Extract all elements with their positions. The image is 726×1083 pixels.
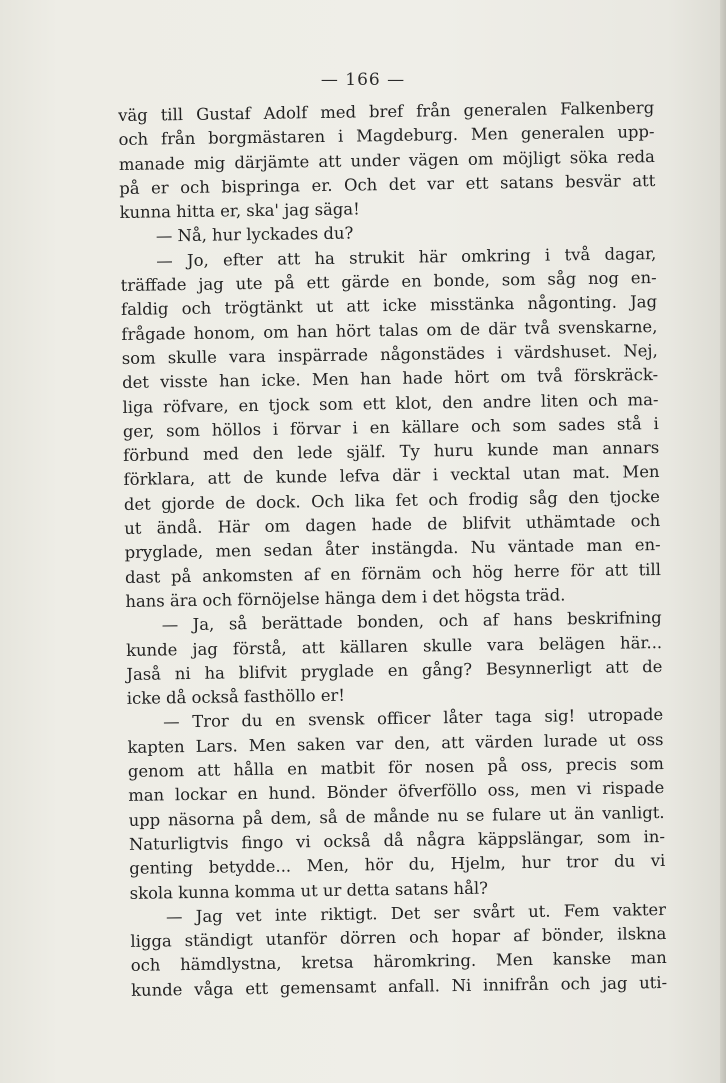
text-line: — Tror du en svensk officer låter taga sig! utropade [163, 705, 664, 732]
text-line: manade mig därjämte att under vägen om möjligt söka reda [118, 146, 655, 174]
text-line: faldig och trögtänkt ut att icke misstänka någonting. Jag [120, 292, 658, 320]
text-line: och från borgmästaren i Magdeburg. Men generalen upp- [118, 122, 655, 150]
text-line: ligga ständigt utanför dörren och hopar af bönder, ilskna [130, 924, 667, 952]
text-line: pryglade, men sedan åter instängda. Nu väntade man en- [124, 535, 661, 563]
text-line: ut ändå. Här om dagen hade de blifvit uthämtade och [124, 511, 661, 538]
text-line: kunde jag förstå, att källaren skulle vara belägen här... [125, 632, 663, 660]
text-line: och hämdlystna, kretsa häromkring. Men kanske man [130, 948, 667, 976]
text-line: förklara, att de kunde lefva där i vecktal utan mat. Men [123, 462, 660, 490]
text-line: kapten Lars. Men saken var den, att värden lurade ut oss [127, 729, 664, 757]
text-line: genom att hålla en matbit för nosen på oss, precis som [127, 753, 664, 781]
body-text [118, 96, 667, 1003]
text-line: kunde våga ett gemensamt anfall. Ni innifrån och jag uti- [131, 972, 668, 1000]
text-line: förbund med den lede själf. Ty huru kunde man annars [123, 438, 660, 466]
page-edge [720, 0, 726, 1083]
text-line: — Ja, så berättade bonden, och af hans beskrifning [161, 608, 662, 635]
page-number: — 166 — [320, 70, 406, 90]
text-line: på er och bispringa er. Och det var ett satans besvär att [119, 170, 656, 198]
text-line: — Jo, efter att ha strukit här omkring i två dagar, [156, 243, 657, 271]
text-line: det visste han icke. Men han hade hört om två förskräck- [121, 365, 659, 393]
text-line: dast på ankomsten af en förnäm och hög herre för att till [124, 559, 662, 587]
text-line: icke då också fasthöllo er! [126, 685, 346, 709]
text-line: man lockar en hund. Bönder öfverföllo oss, men vi rispade [128, 778, 665, 806]
text-line: Naturligtvis fingo vi också då några käppslängar, som in- [128, 826, 666, 854]
text-line: genting betydde... Men, hör du, Hjelm, hur tror du vi [129, 851, 666, 879]
text-line: som skulle vara inspärrade någonstädes i värdshuset. Nej, [121, 340, 658, 368]
text-line: skola kunna komma ut ur detta satans hål? [129, 878, 489, 903]
text-line: hans ära och förnöjelse hänga dem i det högsta träd. [125, 585, 566, 611]
text-line: väg till Gustaf Adolf med bref från generalen Falkenberg [118, 98, 655, 125]
text-line: ger, som höllos i förvar i en källare och som sades stå i [122, 413, 659, 441]
text-line: träffade jag ute på ett gärde en bonde, som såg nog en- [120, 268, 657, 296]
text-line: — Nå, hur lyckades du? [155, 224, 354, 246]
text-line: frågade honom, om han hört talas om de där två svenskarne, [121, 316, 658, 344]
text-line: liga röfvare, en tjock som ett klot, den andre liten och ma- [122, 389, 659, 417]
text-line: — Jag vet inte riktigt. Det ser svårt ut. Fem vakter [165, 899, 667, 927]
text-line: kunna hitta er, ska' jag säga! [119, 199, 360, 223]
text-line: upp näsorna på dem, så de månde nu se fulare ut än vanligt. [128, 802, 665, 830]
text-line: Jaså ni ha blifvit pryglade en gång? Besynnerligt att de [126, 656, 663, 684]
text-line: det gjorde de dock. Och lika fet och frodig såg den tjocke [123, 486, 661, 514]
